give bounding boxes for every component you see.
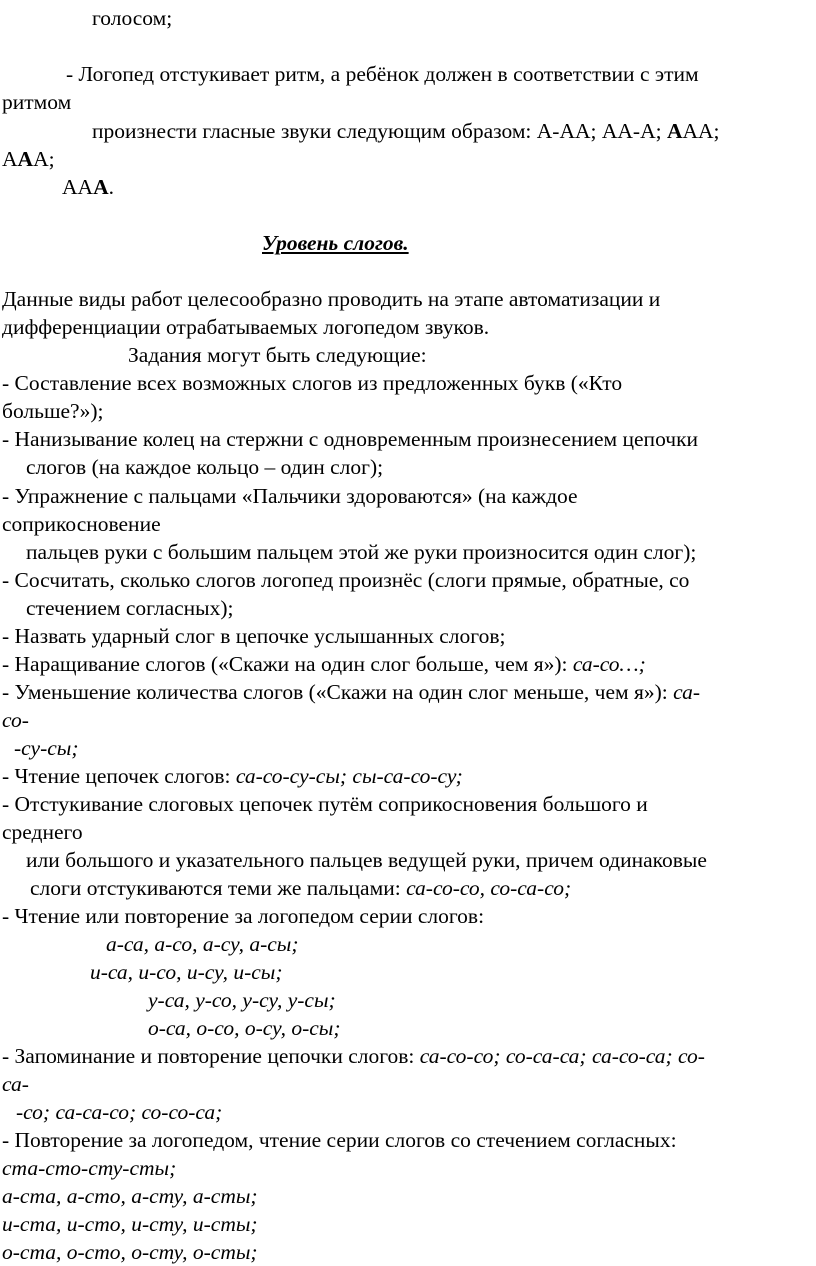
text-segment: слоги отстукиваются теми же пальцами: — [30, 876, 407, 900]
text-segment: произнести гласные звуки следующим образом: А-АА; АА-А; — [92, 119, 667, 143]
syllable-series: о-са, о-со, о-су, о-сы; — [148, 1016, 341, 1040]
list-item: пальцев руки с большим пальцем этой же руки произносится один слог); — [26, 540, 697, 564]
list-item: - Упражнение с пальцами «Пальчики здороваются» (на каждое — [2, 484, 578, 508]
list-item: соприкосновение — [2, 512, 161, 536]
syllable-example: -су-сы; — [14, 736, 79, 760]
syllable-series: а-са, а-со, а-су, а-сы; — [106, 932, 299, 956]
syllable-series: и-са, и-со, и-су, и-сы; — [90, 960, 283, 984]
list-item: среднего — [2, 820, 83, 844]
text-line: - Логопед отстукивает ритм, а ребёнок должен в соответствии с этим — [66, 62, 699, 86]
list-item — [30, 874, 571, 902]
list-item: слогов (на каждое кольцо – один слог); — [26, 455, 384, 479]
text-segment: АА — [62, 175, 94, 199]
list-item: - Сосчитать, сколько слогов логопед произнёс (слоги прямые, обратные, со — [2, 568, 690, 592]
syllable-series: а-ста, а-сто, а-сту, а-сты; — [2, 1184, 258, 1208]
syllable-example: -со; са-са-со; со-со-са; — [16, 1100, 223, 1124]
text-line: голосом; — [92, 6, 173, 30]
list-item: - Составление всех возможных слогов из предложенных букв («Кто — [2, 371, 623, 395]
text-line — [2, 145, 55, 173]
text-segment: - Чтение цепочек слогов: — [2, 764, 236, 788]
paragraph-line: дифференциации отрабатываемых логопедом звуков. — [2, 315, 490, 339]
syllable-example: са-со-со, со-са-со; — [406, 876, 572, 900]
list-item: - Назвать ударный слог в цепочке услышанных слогов; — [2, 624, 506, 648]
section-heading: Уровень слогов. — [262, 231, 409, 255]
syllable-example: са-со-су-сы; сы-са-со-су; — [235, 764, 463, 788]
syllable-series: и-ста, и-сто, и-сту, и-сты; — [2, 1212, 258, 1236]
bold-letter: А — [93, 175, 109, 199]
list-item — [2, 1042, 705, 1070]
syllable-example: со- — [2, 708, 29, 732]
text-segment: - Наращивание слогов («Скажи на один слог больше, чем я»): — [2, 652, 573, 676]
bold-letter: А — [17, 147, 34, 171]
list-item — [2, 650, 646, 678]
list-item — [2, 762, 463, 790]
syllable-example: са- — [2, 1072, 29, 1096]
syllable-example: са-со…; — [572, 652, 646, 676]
text-segment: - Уменьшение количества слогов («Скажи на один слог меньше, чем я»): — [2, 680, 674, 704]
bold-letter: А — [666, 119, 683, 143]
syllable-series: ста-сто-сту-сты; — [2, 1156, 177, 1180]
syllable-series: о-ста, о-сто, о-сту, о-сты; — [2, 1240, 258, 1264]
text-line — [92, 117, 720, 145]
paragraph-line: Данные виды работ целесообразно проводить на этапе автоматизации и — [2, 287, 661, 311]
list-item: - Отстукивание слоговых цепочек путём соприкосновения большого и — [2, 792, 648, 816]
text-segment: АА; — [682, 119, 720, 143]
list-item: стечением согласных); — [26, 596, 234, 620]
text-line — [62, 173, 114, 201]
text-segment: А; — [33, 147, 55, 171]
list-item: больше?»); — [2, 399, 104, 423]
syllable-series: у-са, у-со, у-су, у-сы; — [148, 988, 336, 1012]
list-item: или большого и указательного пальцев ведущей руки, причем одинаковые — [26, 848, 707, 872]
text-segment: А — [2, 147, 18, 171]
list-item: - Чтение или повторение за логопедом серии слогов: — [2, 904, 485, 928]
text-segment: - Запоминание и повторение цепочки слогов: — [2, 1044, 420, 1068]
syllable-example: са- — [673, 680, 701, 704]
list-item — [2, 678, 700, 706]
text-line: ритмом — [2, 90, 72, 114]
syllable-example: са-со-со; со-са-са; са-со-са; со- — [419, 1044, 705, 1068]
paragraph-line: Задания могут быть следующие: — [128, 343, 427, 367]
list-item: - Повторение за логопедом, чтение серии слогов со стечением согласных: — [2, 1128, 677, 1152]
list-item: - Нанизывание колец на стержни с одновременным произнесением цепочки — [2, 427, 699, 451]
text-segment: . — [108, 175, 114, 199]
